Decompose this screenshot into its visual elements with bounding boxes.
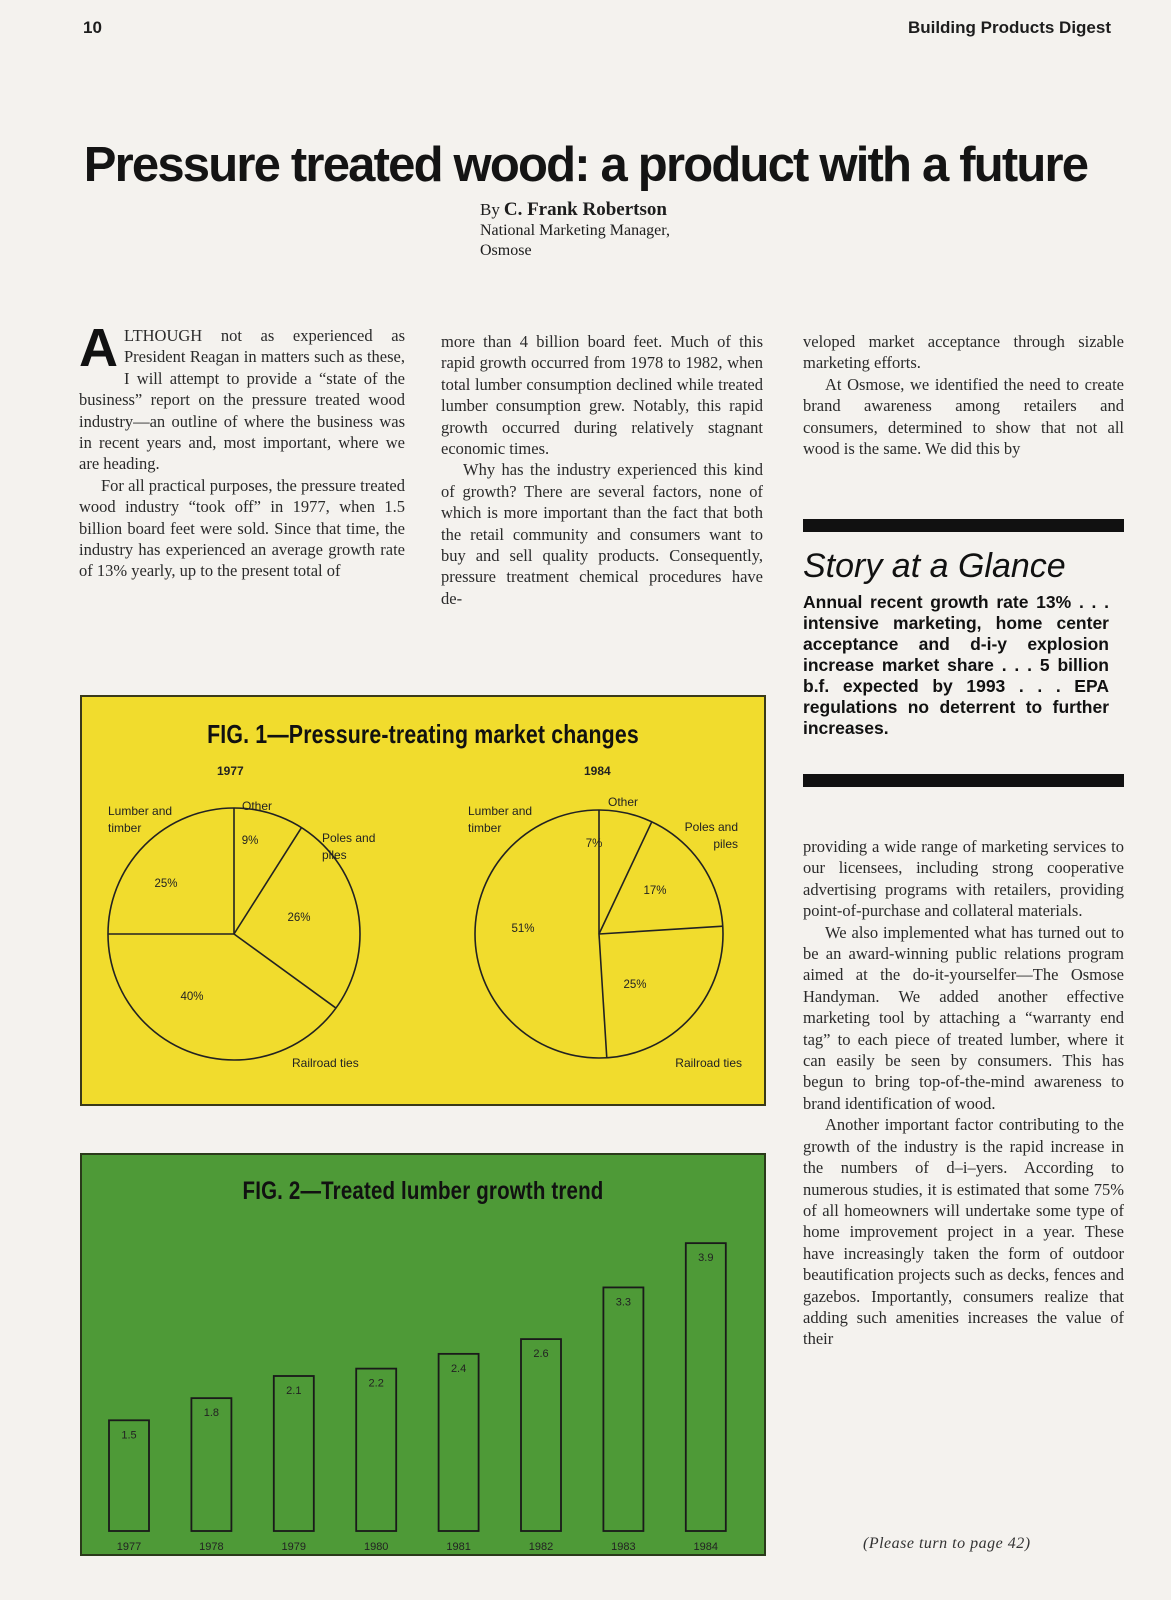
pie-slice-value: 7% (585, 838, 603, 850)
bar-value-label: 2.6 (533, 1348, 549, 1361)
pie-slice-boundary (599, 926, 723, 934)
article-title: Pressure treated wood: a product with a future (83, 138, 1088, 192)
pie-slice-label: Poles and (684, 820, 738, 834)
pie-slice-value: 25% (623, 979, 647, 991)
bar (439, 1354, 479, 1531)
byline-prefix: By (480, 200, 500, 219)
figure-2-bar-chart (80, 1153, 766, 1556)
publication-name: Building Products Digest (907, 18, 1111, 37)
bar-category-label: 1984 (693, 1541, 719, 1553)
bar (356, 1369, 396, 1531)
bar-value-label: 1.5 (121, 1429, 137, 1442)
pie-slice-label: piles (713, 837, 738, 851)
bar-value-label: 2.1 (286, 1385, 302, 1397)
pie-slice-label: Poles and (322, 831, 376, 845)
bar-value-label: 3.3 (615, 1296, 632, 1309)
bar-category-label: 1982 (528, 1541, 554, 1553)
pie-slice-label: piles (322, 848, 347, 862)
bar (521, 1339, 561, 1531)
pie-year-label: 1984 (584, 764, 611, 778)
pie-slice-value: 9% (241, 835, 259, 847)
figure-1-title: FIG. 1—Pressure-treating market changes (207, 719, 639, 749)
article-column-3-top (803, 331, 1124, 459)
bar (274, 1376, 314, 1531)
pie-slice-label: Lumber and (108, 804, 173, 818)
pie-slice-label: Railroad ties (292, 1056, 359, 1070)
paragraph: Why has the industry experienced this kind of growth? There are several factors, none of which is more important than the fact that both the retail community and consumers want to buy and sell quality products. Consequently, pressure treatment chemical procedures have de- (441, 460, 763, 608)
bar-value-label: 1.8 (203, 1407, 220, 1420)
pie-slice-label: timber (108, 821, 142, 835)
bar-value-label: 3.9 (698, 1252, 714, 1265)
paragraph: For all practical purposes, the pressure treated wood industry “took off” in 1977, when 1.5 billion board feet were sold. Since that time, the industry has experienced an average growth rate of 13% yearly, up to the present total of (79, 475, 405, 581)
bar-category-label: 1983 (611, 1541, 636, 1553)
pie-slice-value: 40% (180, 991, 204, 1003)
pie-slice-label: timber (468, 821, 502, 835)
author-name: C. Frank Robertson (503, 199, 667, 220)
bar-value-label: 2.2 (368, 1377, 384, 1390)
pie-slice-label: Lumber and (468, 804, 533, 818)
paragraph: Another important factor contributing to the growth of the industry is the rapid increase in the numbers of d–i–yers. According to numerous studies, it is estimated that some 75% of all homeowners will undertake some type of home improvement project in a year. These have increasingly taken the form of outdoor beautification projects such as decks, fences and gazebos. Importantly, consumers realize that adding such amenities increases the value of their (803, 1115, 1124, 1349)
figure-1-pie-charts (80, 695, 766, 1106)
paragraph: providing a wide range of marketing services to our licensees, including strong cooperative advertising programs with retailers, providing point-of-purchase and collateral materials. (803, 837, 1124, 921)
bar-category-label: 1979 (281, 1541, 307, 1553)
bar-category-label: 1977 (116, 1541, 142, 1553)
bar-value-label: 2.4 (450, 1362, 467, 1375)
figure-2-title: FIG. 2—Treated lumber growth trend (242, 1177, 604, 1205)
continued-note: (Please turn to page 42) (863, 1535, 1031, 1552)
article-column-1 (79, 318, 405, 582)
paragraph: LTHOUGH not as experienced as President Reagan in matters such as these, I will attempt to provide a “state of the business” report on the pressure treated wood industry—an outline of where the business was in recent years and, most important, where we are heading. (79, 326, 405, 474)
byline (480, 200, 670, 261)
pie-slice-boundary (234, 934, 336, 1008)
bar (686, 1243, 726, 1531)
article-column-2 (441, 331, 763, 609)
paragraph: more than 4 billion board feet. Much of this rapid growth occurred from 1978 to 1982, when total lumber consumption declined while treated lumber consumption grew. Notably, this rapid growth occurred during relatively stagnant economic times. (441, 332, 763, 459)
pie-slice-boundary (599, 822, 652, 934)
bar (603, 1287, 643, 1531)
bar-category-label: 1980 (363, 1541, 389, 1553)
author-company: Osmose (480, 242, 532, 259)
paragraph: We also implemented what has turned out to be an award-winning public relations program aimed at the do-it-yourselfer—The Osmose Handyman. We added another effective marketing tool by attaching a “warranty end tag” to each piece of treated lumber, where it can easily be seen by consumers. This has begun to bring top-of-the-mind awareness to brand identification of wood. (803, 922, 1124, 1113)
page-number: 10 (83, 18, 102, 37)
pie-slice-label: Other (242, 799, 273, 813)
paragraph: At Osmose, we identified the need to create brand awareness among retailers and consumers, determined to show that not all wood is the same. We did this by (803, 374, 1124, 459)
pie-slice-label: Other (608, 795, 639, 809)
drop-cap: A (79, 318, 118, 378)
bar-category-label: 1978 (199, 1541, 224, 1553)
bar-category-label: 1981 (446, 1541, 471, 1553)
pie-slice-value: 26% (287, 912, 311, 924)
pie-year-label: 1977 (217, 764, 244, 778)
bar-chart-canvas (82, 1155, 764, 1554)
sidebar-text: Annual recent growth rate 13% . . . intensive marketing, home center acceptance and d-i-y explosion increase market share . . . 5 billion b.f. expected by 1993 . . . EPA regulations no deterrent to further increases. (803, 592, 1109, 738)
pie-slice-boundary (599, 934, 607, 1058)
sidebar-rule-top (803, 519, 1124, 532)
sidebar-title: Story at a Glance (803, 547, 1066, 585)
sidebar-rule-bottom (803, 774, 1124, 787)
paragraph: veloped market acceptance through sizable marketing efforts. (803, 332, 1124, 373)
pie-slice-label: Railroad ties (675, 1056, 742, 1070)
pie-slice-value: 51% (511, 923, 535, 935)
pie-slice-value: 17% (643, 885, 667, 897)
pie-slice-value: 25% (154, 878, 178, 890)
article-column-3-bottom (803, 836, 1124, 1350)
author-title: National Marketing Manager, (480, 222, 670, 239)
pie-chart-canvas (82, 697, 764, 1104)
